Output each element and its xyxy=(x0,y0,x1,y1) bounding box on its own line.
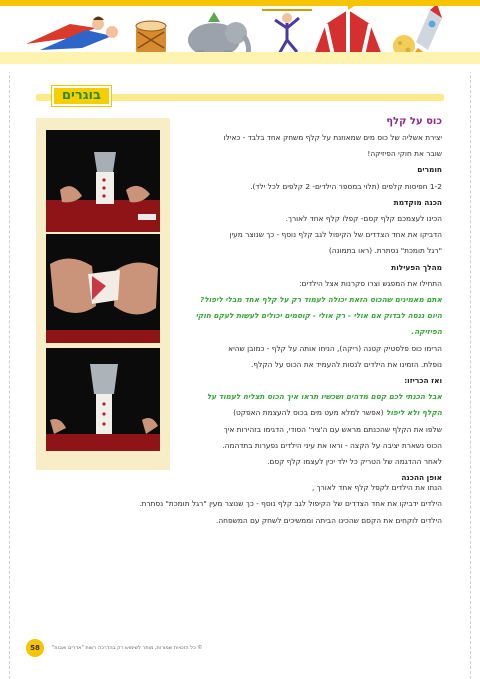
article-wide-lines xyxy=(106,480,442,529)
prep2-line-1: הנחו את הילדים לקפל קלף אחד לאורך , xyxy=(311,483,442,492)
banner-strip xyxy=(0,0,480,6)
now-heading: ואז הכריזו: xyxy=(404,376,442,386)
now-line-3: לאחר ההדגמה של הטריק כל ילד יכין לעצמו קלף קסם. xyxy=(267,457,442,467)
activity-line-2: נופלת. הזמינו את הילדים לנסות להעמיד את הכוס על הקלף. xyxy=(251,359,442,369)
activity-line-1: הרימו כוס פלסטיק קטנה (ריקה), הניחו אותה על קלף - כמובן שהיא xyxy=(228,343,442,353)
photo-folding-card-image xyxy=(46,234,160,343)
prep-line-2: הדביקו את אחד הצדדים של הקיפול לגב קלף נוסף - כך שנוצר מעין xyxy=(229,230,442,240)
copyright-note: © כל הזכויות שמורות, מותר לשימוש רק בהדרכה רשות "אדרים ואבות" xyxy=(52,645,203,651)
article-title: כוס על קלף xyxy=(386,116,442,127)
right-dashed-border xyxy=(470,0,471,679)
article-body xyxy=(178,114,442,486)
materials-heading: חומרים xyxy=(417,165,442,175)
activity-intro: התחילו את המפגש וצרו סקרנות אצל הילדים: xyxy=(299,278,442,288)
acrobat-icon xyxy=(262,10,312,54)
intro-line-1: יצירת אשליה של כוס מים שמאוזנת על קלף משחק אחד בלבד - כאילו xyxy=(223,133,442,142)
now-quote-line-1: אבל הכנתי לכם קסם מדהים ושכשיו תראו איך הכוס תצליח לעמוד על xyxy=(206,392,442,402)
photo-glass-balanced xyxy=(46,348,160,451)
photo-glass-on-card xyxy=(46,130,160,232)
activity-quote-line-1: אתם מאמינים שהכוס הזאת יכולה לעמוד רק על קלף אחד מבלי ליפול? xyxy=(200,295,442,305)
superheroes-icon xyxy=(26,17,118,51)
banner-ground xyxy=(0,52,480,64)
prep2-heading: אופן ההכנה xyxy=(401,473,442,483)
left-dashed-border xyxy=(9,0,10,679)
prep2-line-3: הילדים לוקחים את הקסם שהכינו הביתה וממשיכים לשחק עם המשפחה. xyxy=(215,515,442,525)
prep2-line-2: הילדים ידביקו את אחד הצדדים של הקיפול לגב קלף נוסף - כך שנוצר מעין "רגל תומכת" נסתרת. xyxy=(139,499,442,509)
prep-heading: הכנה מוקדמת xyxy=(393,197,442,207)
section-label: בוגרים xyxy=(52,86,111,106)
moon-rocket-icon xyxy=(393,4,442,58)
materials-text: 1-2 חפיסות קלפים (תלוי במספר הילדים- 2 קלפים לכל ילד). xyxy=(250,181,442,191)
page-number: 58 xyxy=(26,639,44,657)
now-quote-line-2 xyxy=(178,405,442,421)
intro-line-2: שובר את חוקי הפיזיקה! xyxy=(367,149,442,159)
photo-column xyxy=(36,118,170,470)
activity-heading: מהלך הפעילות xyxy=(391,262,442,272)
activity-quote-line-2: היום ננסה לבדוק אם אולי - רק אולי - קוסמים יכולים לעשות לעקם חוקי xyxy=(195,311,442,321)
photo-folding-card xyxy=(46,234,160,343)
prep-line-1: הכינו לעצמכם קלף קסם- קפלו קלף אחד לאורך. xyxy=(285,214,442,224)
drum-icon xyxy=(136,21,166,54)
circus-banner xyxy=(0,0,480,72)
activity-quote-line-3: הפיזיקה. xyxy=(411,327,442,337)
now-quote-line-2-text: הקלף ולא ליפול xyxy=(385,408,442,418)
now-line-1: שלפו את הקלף שהכנתם מראש עם ה'ציר' הסודי, הדגימו בזהירות איך xyxy=(223,424,442,434)
page-footer xyxy=(26,639,202,657)
photo-glass-balanced-image xyxy=(46,348,160,451)
photo-glass-on-card-image xyxy=(46,130,160,232)
now-note: (אפשר למלא מעט מים בכוס להעצמת האפקט) xyxy=(233,408,386,418)
now-line-2: הכוס נשארת יציבה על הקצה - וראו את עיני הילדים נפערות בתדהמה. xyxy=(222,440,442,450)
prep-line-3: "רגל תומכת" נסתרת. (ראו בתמונה) xyxy=(328,246,442,256)
